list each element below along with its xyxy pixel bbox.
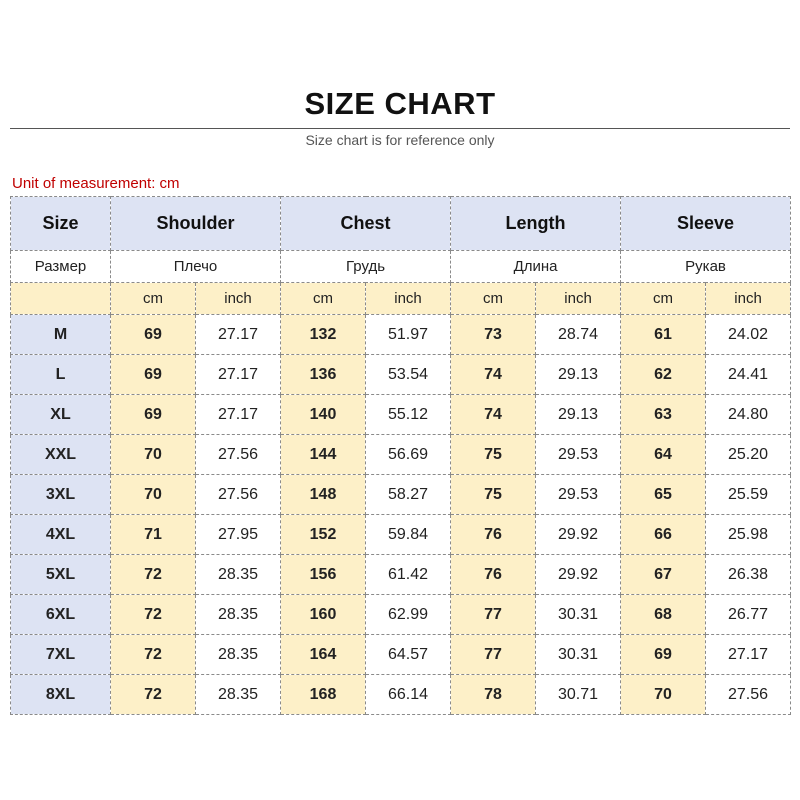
table-row xyxy=(11,315,791,355)
chest-cm-cell: 136 xyxy=(281,355,366,395)
sleeve-cm-cell: 64 xyxy=(621,435,706,475)
table-row xyxy=(11,675,791,715)
size-cell: L xyxy=(11,355,111,395)
length-cm-cell: 76 xyxy=(451,555,536,595)
chest-cm-cell: 164 xyxy=(281,635,366,675)
table-row xyxy=(11,595,791,635)
length-cm-cell: 78 xyxy=(451,675,536,715)
sleeve-cm-cell: 62 xyxy=(621,355,706,395)
size-chart-table xyxy=(10,196,791,715)
unit-inch-label: inch xyxy=(196,283,281,315)
sleeve-inch-cell: 25.98 xyxy=(706,515,791,555)
subtitle: Size chart is for reference only xyxy=(305,132,495,148)
unit-inch-label: inch xyxy=(536,283,621,315)
sleeve-inch-cell: 24.02 xyxy=(706,315,791,355)
size-cell: 3XL xyxy=(11,475,111,515)
sleeve-inch-cell: 26.77 xyxy=(706,595,791,635)
shoulder-cm-cell: 72 xyxy=(111,635,196,675)
sleeve-inch-cell: 24.41 xyxy=(706,355,791,395)
chest-cm-cell: 132 xyxy=(281,315,366,355)
chest-cm-cell: 156 xyxy=(281,555,366,595)
chest-inch-cell: 53.54 xyxy=(366,355,451,395)
shoulder-cm-cell: 69 xyxy=(111,355,196,395)
sleeve-cm-cell: 68 xyxy=(621,595,706,635)
shoulder-inch-cell: 28.35 xyxy=(196,595,281,635)
length-inch-cell: 29.13 xyxy=(536,395,621,435)
table-row xyxy=(11,435,791,475)
shoulder-inch-cell: 28.35 xyxy=(196,555,281,595)
table-row xyxy=(11,555,791,595)
table-row xyxy=(11,515,791,555)
unit-inch-label: inch xyxy=(366,283,451,315)
unit-note: Unit of measurement: cm xyxy=(12,175,180,192)
length-cm-cell: 75 xyxy=(451,475,536,515)
length-cm-cell: 77 xyxy=(451,635,536,675)
shoulder-inch-cell: 28.35 xyxy=(196,635,281,675)
size-cell: 8XL xyxy=(11,675,111,715)
header-row xyxy=(11,197,791,251)
shoulder-cm-cell: 69 xyxy=(111,395,196,435)
sleeve-inch-cell: 25.59 xyxy=(706,475,791,515)
chest-inch-cell: 58.27 xyxy=(366,475,451,515)
length-inch-cell: 30.31 xyxy=(536,595,621,635)
units-row xyxy=(11,283,791,315)
table-row xyxy=(11,395,791,435)
sleeve-cm-cell: 63 xyxy=(621,395,706,435)
shoulder-inch-cell: 27.17 xyxy=(196,315,281,355)
table-row xyxy=(11,475,791,515)
chest-cm-cell: 152 xyxy=(281,515,366,555)
sleeve-inch-cell: 27.17 xyxy=(706,635,791,675)
chest-inch-cell: 66.14 xyxy=(366,675,451,715)
chest-inch-cell: 51.97 xyxy=(366,315,451,355)
header-size: Size xyxy=(11,197,111,251)
shoulder-cm-cell: 72 xyxy=(111,595,196,635)
chest-inch-cell: 56.69 xyxy=(366,435,451,475)
chest-cm-cell: 144 xyxy=(281,435,366,475)
table-row xyxy=(11,355,791,395)
chest-inch-cell: 64.57 xyxy=(366,635,451,675)
sleeve-inch-cell: 27.56 xyxy=(706,675,791,715)
shoulder-inch-cell: 27.56 xyxy=(196,435,281,475)
unit-cm-label: cm xyxy=(111,283,196,315)
sleeve-cm-cell: 67 xyxy=(621,555,706,595)
shoulder-cm-cell: 72 xyxy=(111,555,196,595)
shoulder-cm-cell: 71 xyxy=(111,515,196,555)
length-inch-cell: 29.53 xyxy=(536,435,621,475)
sleeve-cm-cell: 70 xyxy=(621,675,706,715)
shoulder-inch-cell: 27.95 xyxy=(196,515,281,555)
unit-cm-label: cm xyxy=(281,283,366,315)
header-length-ru: Длина xyxy=(451,251,621,283)
chest-inch-cell: 62.99 xyxy=(366,595,451,635)
shoulder-cm-cell: 70 xyxy=(111,475,196,515)
length-inch-cell: 29.13 xyxy=(536,355,621,395)
unit-cm-label: cm xyxy=(621,283,706,315)
size-cell: XL xyxy=(11,395,111,435)
sleeve-cm-cell: 61 xyxy=(621,315,706,355)
shoulder-inch-cell: 28.35 xyxy=(196,675,281,715)
header-chest: Chest xyxy=(281,197,451,251)
header-sleeve: Sleeve xyxy=(621,197,791,251)
size-cell: 5XL xyxy=(11,555,111,595)
chest-cm-cell: 160 xyxy=(281,595,366,635)
unit-cm-label: cm xyxy=(451,283,536,315)
size-cell: 7XL xyxy=(11,635,111,675)
header-shoulder: Shoulder xyxy=(111,197,281,251)
shoulder-inch-cell: 27.17 xyxy=(196,395,281,435)
sleeve-inch-cell: 25.20 xyxy=(706,435,791,475)
length-cm-cell: 73 xyxy=(451,315,536,355)
size-cell: M xyxy=(11,315,111,355)
header-chest-ru: Грудь xyxy=(281,251,451,283)
size-cell: 4XL xyxy=(11,515,111,555)
chest-cm-cell: 140 xyxy=(281,395,366,435)
unit-inch-label: inch xyxy=(706,283,791,315)
length-inch-cell: 29.92 xyxy=(536,555,621,595)
shoulder-inch-cell: 27.56 xyxy=(196,475,281,515)
header-sleeve-ru: Рукав xyxy=(621,251,791,283)
chest-cm-cell: 148 xyxy=(281,475,366,515)
length-cm-cell: 74 xyxy=(451,395,536,435)
length-inch-cell: 30.31 xyxy=(536,635,621,675)
chest-inch-cell: 59.84 xyxy=(366,515,451,555)
length-inch-cell: 29.53 xyxy=(536,475,621,515)
size-cell: 6XL xyxy=(11,595,111,635)
units-blank-cell xyxy=(11,283,111,315)
header-length: Length xyxy=(451,197,621,251)
length-cm-cell: 77 xyxy=(451,595,536,635)
length-inch-cell: 30.71 xyxy=(536,675,621,715)
header-shoulder-ru: Плечо xyxy=(111,251,281,283)
length-inch-cell: 29.92 xyxy=(536,515,621,555)
shoulder-cm-cell: 70 xyxy=(111,435,196,475)
shoulder-cm-cell: 72 xyxy=(111,675,196,715)
header-row-russian xyxy=(11,251,791,283)
sleeve-inch-cell: 26.38 xyxy=(706,555,791,595)
length-inch-cell: 28.74 xyxy=(536,315,621,355)
chest-cm-cell: 168 xyxy=(281,675,366,715)
shoulder-inch-cell: 27.17 xyxy=(196,355,281,395)
length-cm-cell: 75 xyxy=(451,435,536,475)
title-divider xyxy=(10,128,790,129)
chest-inch-cell: 61.42 xyxy=(366,555,451,595)
sleeve-inch-cell: 24.80 xyxy=(706,395,791,435)
sleeve-cm-cell: 69 xyxy=(621,635,706,675)
header-size-ru: Размер xyxy=(11,251,111,283)
size-cell: XXL xyxy=(11,435,111,475)
chest-inch-cell: 55.12 xyxy=(366,395,451,435)
table-row xyxy=(11,635,791,675)
shoulder-cm-cell: 69 xyxy=(111,315,196,355)
sleeve-cm-cell: 66 xyxy=(621,515,706,555)
length-cm-cell: 76 xyxy=(451,515,536,555)
length-cm-cell: 74 xyxy=(451,355,536,395)
page-title: SIZE CHART xyxy=(304,86,496,121)
sleeve-cm-cell: 65 xyxy=(621,475,706,515)
